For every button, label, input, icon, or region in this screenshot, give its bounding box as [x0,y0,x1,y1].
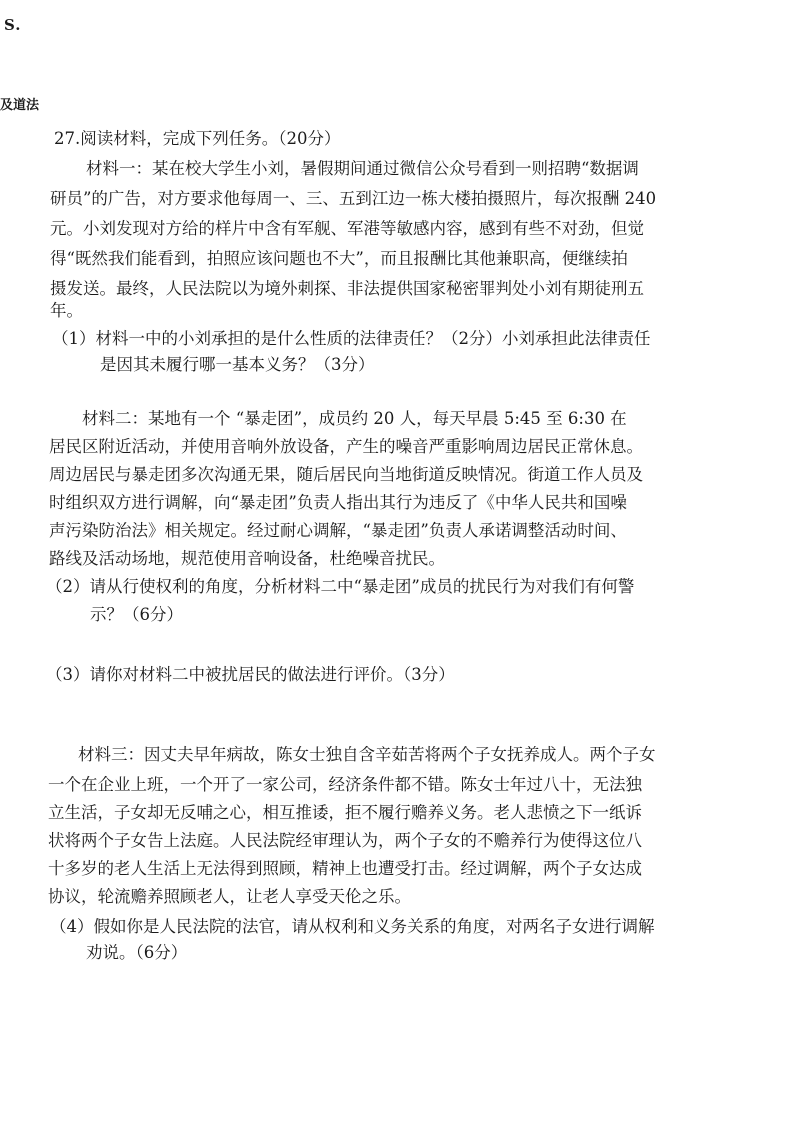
question-4-line: 劝说。（6分） [86,943,188,962]
material-2-line: 声污染防治法》相关规定。经过耐心调解，“暴走团”负责人承诺调整活动时间、 [49,521,627,540]
question-1-line: 是因其未履行哪一基本义务？（3分） [100,355,375,374]
question-4-line: （4）假如你是人民法院的法官，请从权利和义务关系的角度，对两名子女进行调解 [50,917,655,936]
material-3-line: 状将两个子女告上法庭。人民法院经审理认为，两个子女的不赡养行为使得这位八 [48,831,642,850]
material-2-line: 路线及活动场地，规范使用音响设备，杜绝噪音扰民。 [49,549,445,568]
question-2-line: 示？（6分） [90,605,183,624]
side-label: 及道法 [0,98,40,113]
material-2-line: 时组织双方进行调解，向“暴走团”负责人指出其行为违反了《中华人民共和国噪 [49,493,627,512]
material-1-line: 摄发送。最终，人民法院以为境外刺探、非法提供国家秘密罪判处小刘有期徒刑五 [50,279,644,298]
question-1-line: （1）材料一中的小刘承担的是什么性质的法律责任？（2分）小刘承担此法律责任 [52,329,651,348]
question-3-line: （3）请你对材料二中被扰居民的做法进行评价。（3分） [46,665,455,684]
corner-mark: S. [4,16,22,34]
material-3-line: 材料三：因丈夫早年病故，陈女士独自含辛茹苦将两个子女抚养成人。两个子女 [78,745,656,764]
material-1-line: 元。小刘发现对方给的样片中含有军舰、军港等敏感内容，感到有些不对劲，但觉 [50,219,644,238]
material-1-line: 材料一：某在校大学生小刘，暑假期间通过微信公众号看到一则招聘“数据调 [86,159,639,178]
material-3-line: 十多岁的老人生活上无法得到照顾，精神上也遭受打击。经过调解，两个子女达成 [48,859,642,878]
material-3-line: 一个在企业上班，一个开了一家公司，经济条件都不错。陈女士年过八十，无法独 [48,775,642,794]
material-1-line: 年。 [50,301,83,320]
question-title: 27.阅读材料，完成下列任务。（20分） [54,129,341,148]
material-1-line: 得“既然我们能看到，拍照应该问题也不大”，而且报酬比其他兼职高，便继续拍 [50,249,628,268]
material-3-line: 协议，轮流赡养照顾老人，让老人享受天伦之乐。 [48,887,411,906]
material-2-line: 周边居民与暴走团多次沟通无果，随后居民向当地街道反映情况。街道工作人员及 [49,465,643,484]
material-3-line: 立生活，子女却无反哺之心，相互推诿，拒不履行赡养义务。老人悲愤之下一纸诉 [48,803,642,822]
material-2-line: 材料二：某地有一个 “暴走团”，成员约 20 人，每天早晨 5:45 至 6:30 在 [82,409,627,428]
question-2-line: （2）请从行使权利的角度，分析材料二中“暴走团”成员的扰民行为对我们有何警 [46,577,635,596]
material-2-line: 居民区附近活动，并使用音响外放设备，产生的噪音严重影响周边居民正常休息。 [49,437,643,456]
material-1-line: 研员”的广告，对方要求他每周一、三、五到江边一栋大楼拍摄照片，每次报酬 240 [50,189,657,208]
